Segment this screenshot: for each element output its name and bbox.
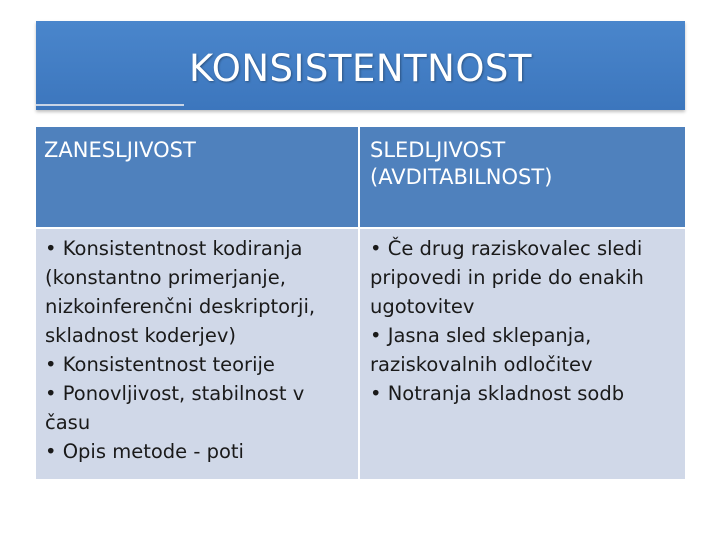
body-line: • Notranja skladnost sodb: [370, 382, 625, 405]
body-line: • Konsistentnost teorije: [45, 353, 275, 376]
header-line: ZANESLJIVOST: [44, 138, 196, 162]
body-line: skladnost koderjev): [45, 324, 236, 347]
body-line: • Jasna sled sklepanja,: [370, 324, 592, 347]
body-line: raziskovalnih odločitev: [370, 353, 593, 376]
body-line: • Opis metode - poti: [45, 440, 244, 463]
header-sledljivost: [360, 127, 685, 227]
title-underline: [36, 104, 184, 106]
slide-title: KONSISTENTNOST: [188, 47, 533, 90]
body-line: času: [45, 411, 91, 434]
body-line: (konstantno primerjanje,: [45, 266, 286, 289]
header-zanesljivost: [36, 127, 358, 227]
body-sledljivost: [360, 229, 685, 479]
body-line: • Konsistentnost kodiranja: [45, 237, 303, 260]
body-line: • Ponovljivost, stabilnost v: [45, 382, 305, 405]
header-line: SLEDLJIVOST: [370, 138, 506, 162]
body-line: nizkoinferenčni deskriptorji,: [45, 295, 316, 318]
body-line: pripovedi in pride do enakih: [370, 266, 644, 289]
header-line: (AVDITABILNOST): [370, 165, 553, 189]
body-line: • Če drug raziskovalec sledi: [370, 237, 643, 260]
content-table: [36, 127, 685, 479]
body-line: ugotovitev: [370, 295, 475, 318]
title-bar: [36, 21, 685, 110]
body-zanesljivost: [36, 229, 358, 479]
